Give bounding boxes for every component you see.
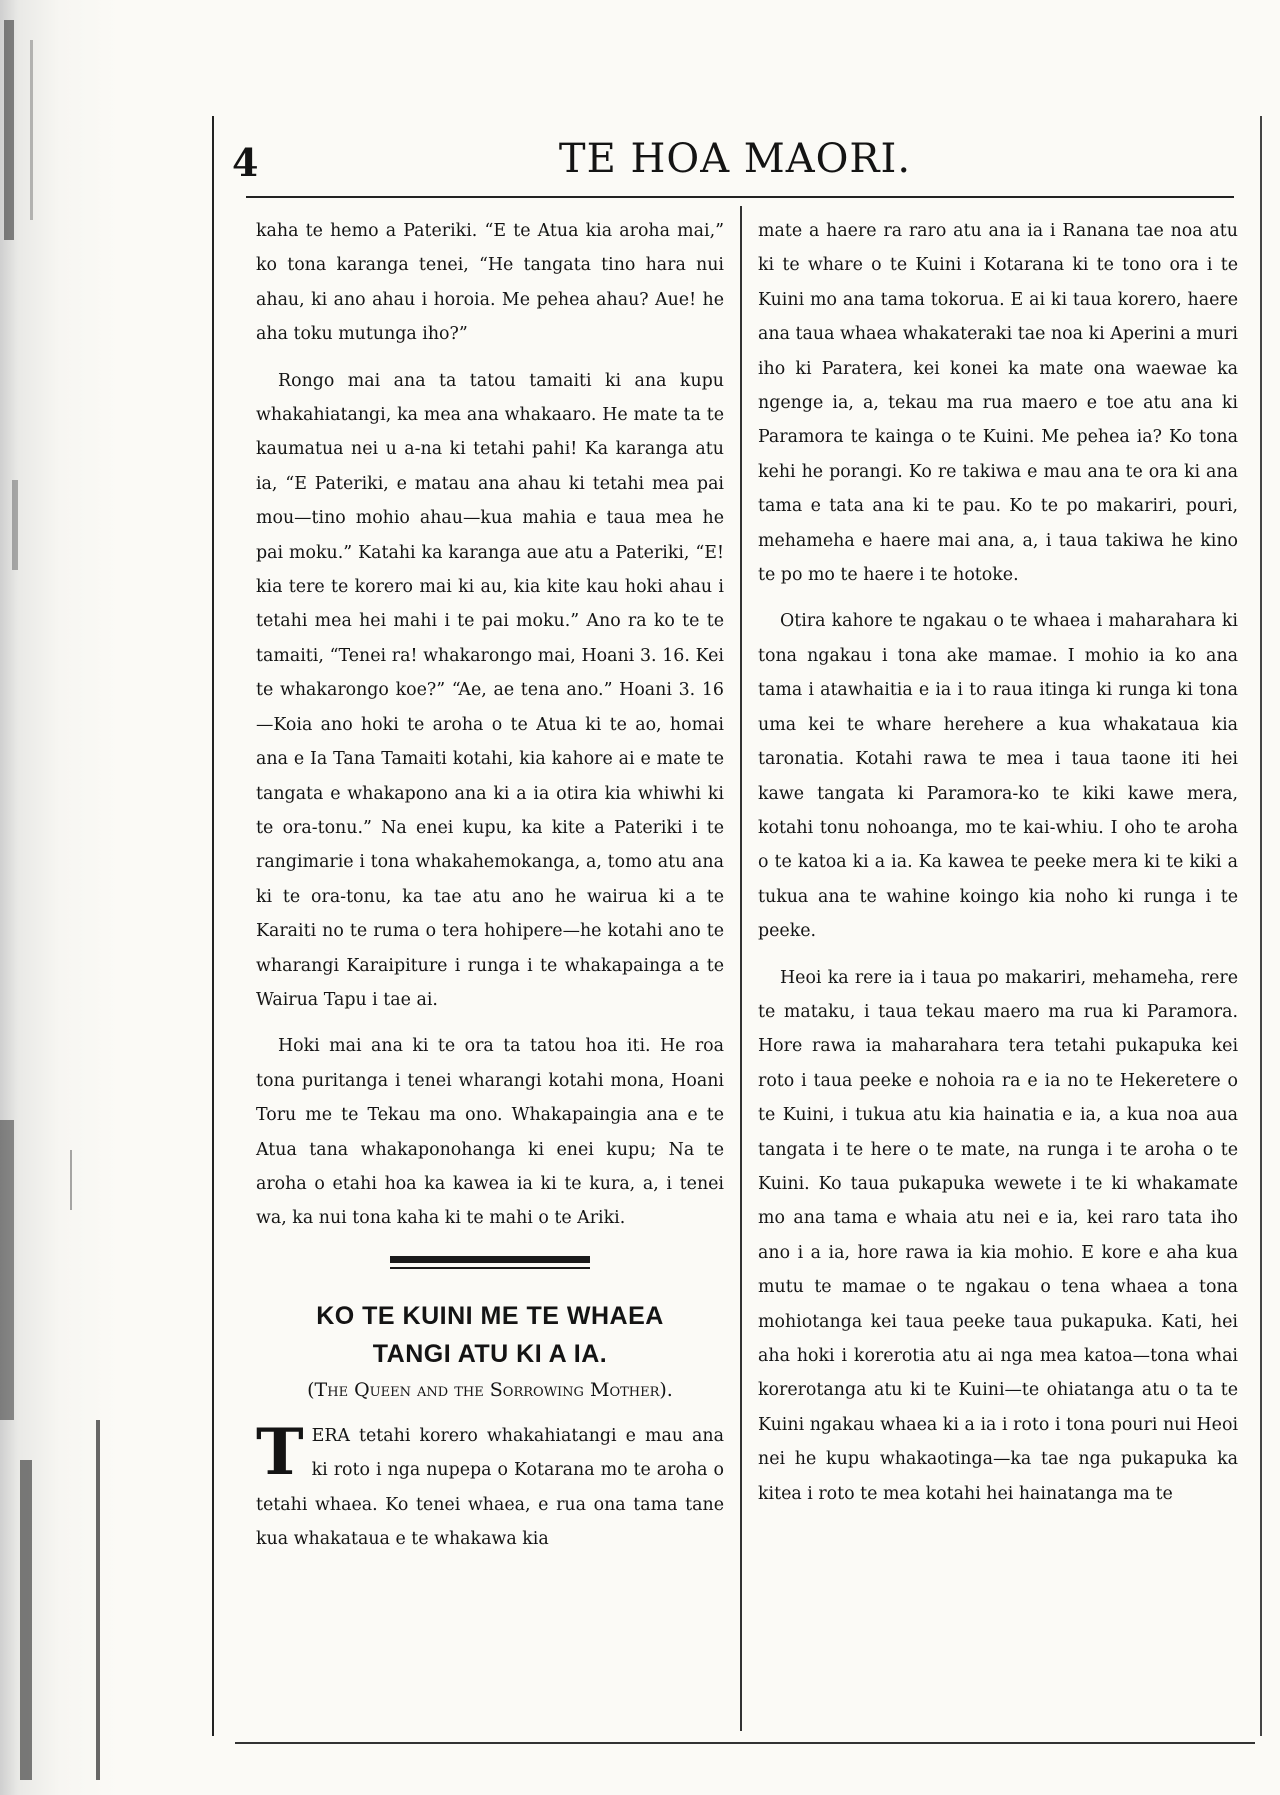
article-subtitle: (The Queen and the Sorrowing Mother). bbox=[307, 1378, 673, 1401]
section-divider-heavy bbox=[390, 1256, 590, 1263]
masthead-title: TE HOA MAORI. bbox=[558, 136, 912, 182]
page-number: 4 bbox=[232, 140, 259, 185]
article-opening-text: ERA tetahi korero whakahiatangi e mau ana ki roto i nga nupepa o Kotarana mo te aroha o tetahi whaea. Ko tenei whaea, e rua ona tama tane kua whakataua e te whakawa kia bbox=[256, 1425, 724, 1549]
left-paragraph-3: Hoki mai ana ki te ora ta tatou hoa iti. He roa tona puritanga i tenei wharangi kotahi mona, Hoani Toru me te Tekau ma ono. Whakapaingia ana e te Atua tana whakaponohanga ki enei kupu; Na te aroha o etahi hoa ka kawea ia ki te kura, a, i tenei wa, ka nui tona kaha ki te mahi o te Ariki. bbox=[256, 1036, 724, 1229]
left-column bbox=[256, 214, 724, 1568]
left-paragraph-1: kaha te hemo a Pateriki. “E te Atua kia aroha mai,” ko tona karanga tenei, “He tangata tino hara nui ahau, ki ano ahau i horoia. Me pehea ahau? Aue! he aha toku mutunga iho?” bbox=[256, 221, 724, 345]
article-title-line-2: TANGI ATU KI A IA. bbox=[372, 1339, 608, 1368]
article-title-line-1: KO TE KUINI ME TE WHAEA bbox=[316, 1301, 664, 1330]
left-paragraph-2: Rongo mai ana ta tatou tamaiti ki ana kupu whakahiatangi, ka mea ana whakaaro. He mate ta te kaumatua nei u a-na ki tetahi pahi! Ka karanga atu ia, “E Pateriki, e matau ana ahau ki tetahi mea pai mou—tino mohio ahau—kua mahia e taua mea he pai moku.” Katahi ka karanga aue atu a Pateriki, “E! kia tere te korero mai ki au, kia kite kau hoki ahau i tetahi mea hei mahi i te pai moku.” Ano ra ko te te tamaiti, “Tenei ra! whakarongo mai, Hoani 3. 16. Kei te whakarongo koe?” “Ae, ae tena ano.” Hoani 3. 16—Koia ano hoki te aroha o te Atua ki te ao, homai ana e Ia Tana Tamaiti kotahi, kia kahore ai e mate te tangata e whakapono ana ki a ia otira kia whiwhi ki te ora-tonu.” Na enei kupu, ka kite a Pateriki i te rangimarie i tona whakahemokanga, a, tomo atu ana ki te ora-tonu, ka tae atu ano he wairua ki a te Karaiti no te ruma o tera hohipere—he kotahi ano te wharangi Karaipiture i runga i te whakapainga a te Wairua Tapu i tae ai. bbox=[256, 370, 724, 1010]
column-divider bbox=[740, 206, 742, 1731]
right-paragraph-3: Heoi ka rere ia i taua po makariri, mehameha, rere te mataku, i taua tekau maero ma rua ki Paramora. Hore rawa ia maharahara tera tetahi pukapuka kei roto i taua peeke e nohoia ra e ia no te Hekeretere o te Kuini, i tukua atu kia hainatia e ia, a kua noa aua tangata i te here o te mate, na runga i te aroha o te Kuini. Ko taua pukapuka wewete i te ki whakamate mo ana tama e whaia atu nei e ia, kei raro tata iho ano i a ia, hore rawa ia kia mohio. E kore e aha kua mutu te mamae o te ngakau o tena whaea a tona mohiotanga kei taua peeke taua pukapuka. Kati, hei aha hoki i korerotia atu ai nga mea katoa—tona whai korerotanga atu ki te Kuini—te ohiatanga atu o ta te Kuini ngakau whaea ki a ia i roto i tona pouri nui Heoi nei he kupu whakaotinga—ka tae nga pukapuka ka kitea i roto te mea kotahi hei hainatanga ma te bbox=[758, 967, 1238, 1504]
article-opening-paragraph bbox=[256, 1414, 724, 1557]
section-divider-thin bbox=[390, 1267, 590, 1269]
right-column bbox=[758, 214, 1238, 1523]
footer-rule bbox=[235, 1742, 1255, 1744]
header-rule bbox=[246, 196, 1234, 198]
right-paragraph-2: Otira kahore te ngakau o te whaea i maharahara ki tona ngakau i tona ake mamae. I mohio ia ko ana tama i atawhaitia e ia i to raua itinga ki runga ki tona uma kei te whare herehere a kua whakataua kia taronatia. Kotahi rawa te mea i taua taone iti hei kawe tangata ki Paramora-ko te kiki kawe mera, kotahi tonu nohoanga, mo te kai-whiu. I oho te aroha o te katoa ki a ia. Ka kawea te peeke mera ki te kiki a tukua ana te wahine koingo kia noho ki runga i te peeke. bbox=[758, 611, 1238, 942]
dropcap-letter: T bbox=[256, 1414, 304, 1490]
right-paragraph-1: mate a haere ra raro atu ana ia i Ranana tae noa atu ki te whare o te Kuini i Kotarana ki te tono ora i te Kuini mo ana tama tokorua. E ai ki taua korero, haere ana taua whaea whakateraki tae noa ki Aperini a muri iho ki Paratera, kei konei ka mate ona waewae ka ngenge ia, a, tekau ma rua maero e toe atu ana ki Paramora te kainga o te Kuini. Me pehea ia? Ko tona kehi he porangi. Ko re takiwa e mau ana te ora ki ana tama e tata ana ki te pau. Ko te po makariri, pouri, mehameha e haere mai ana, a, i taua takiwa he kino te po mo te haere i te hotoke. bbox=[758, 221, 1238, 586]
page-binding-edge bbox=[0, 0, 120, 1795]
